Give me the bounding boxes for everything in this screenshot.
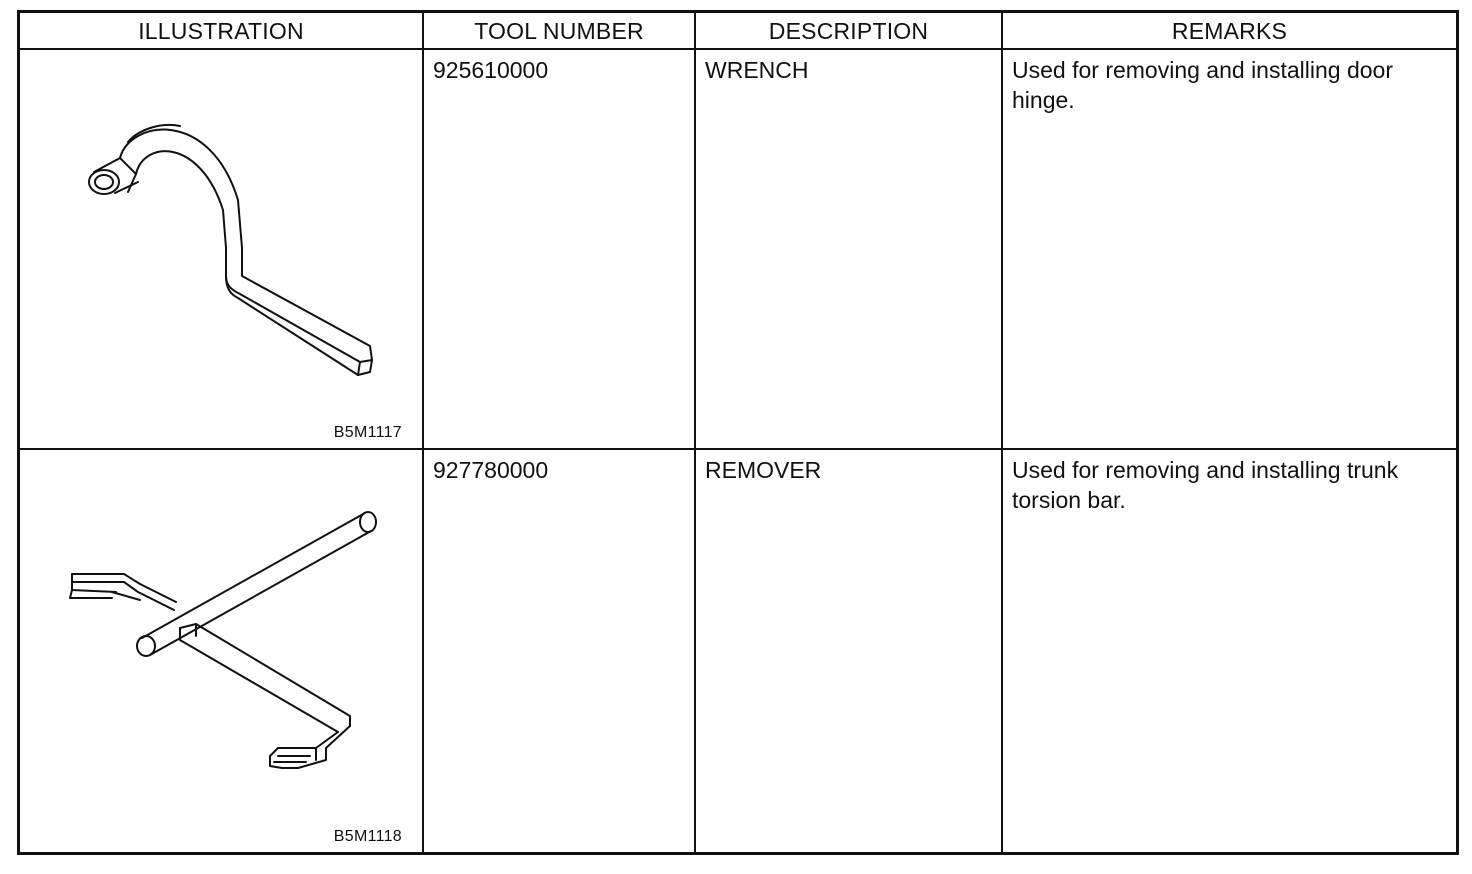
tool-number-cell: 925610000	[424, 50, 696, 450]
figure-code: B5M1118	[333, 828, 402, 845]
remover-icon	[20, 450, 422, 854]
header-description: DESCRIPTION	[696, 13, 1003, 50]
description-cell: REMOVER	[696, 450, 1003, 852]
header-illustration: ILLUSTRATION	[20, 13, 424, 50]
tool-number-cell: 927780000	[424, 450, 696, 852]
header-tool-number: TOOL NUMBER	[424, 13, 696, 50]
wrench-icon	[20, 50, 422, 448]
description-cell: WRENCH	[696, 50, 1003, 450]
illustration-cell-remover	[20, 450, 424, 852]
figure-code: B5M1117	[333, 424, 402, 441]
remarks-cell: Used for removing and installing trunk torsion bar.	[1012, 457, 1399, 513]
remarks-cell: Used for removing and installing door hinge.	[1003, 50, 1456, 450]
special-tools-table	[17, 10, 1459, 855]
header-remarks: REMARKS	[1003, 13, 1456, 50]
illustration-cell-wrench	[20, 50, 424, 450]
